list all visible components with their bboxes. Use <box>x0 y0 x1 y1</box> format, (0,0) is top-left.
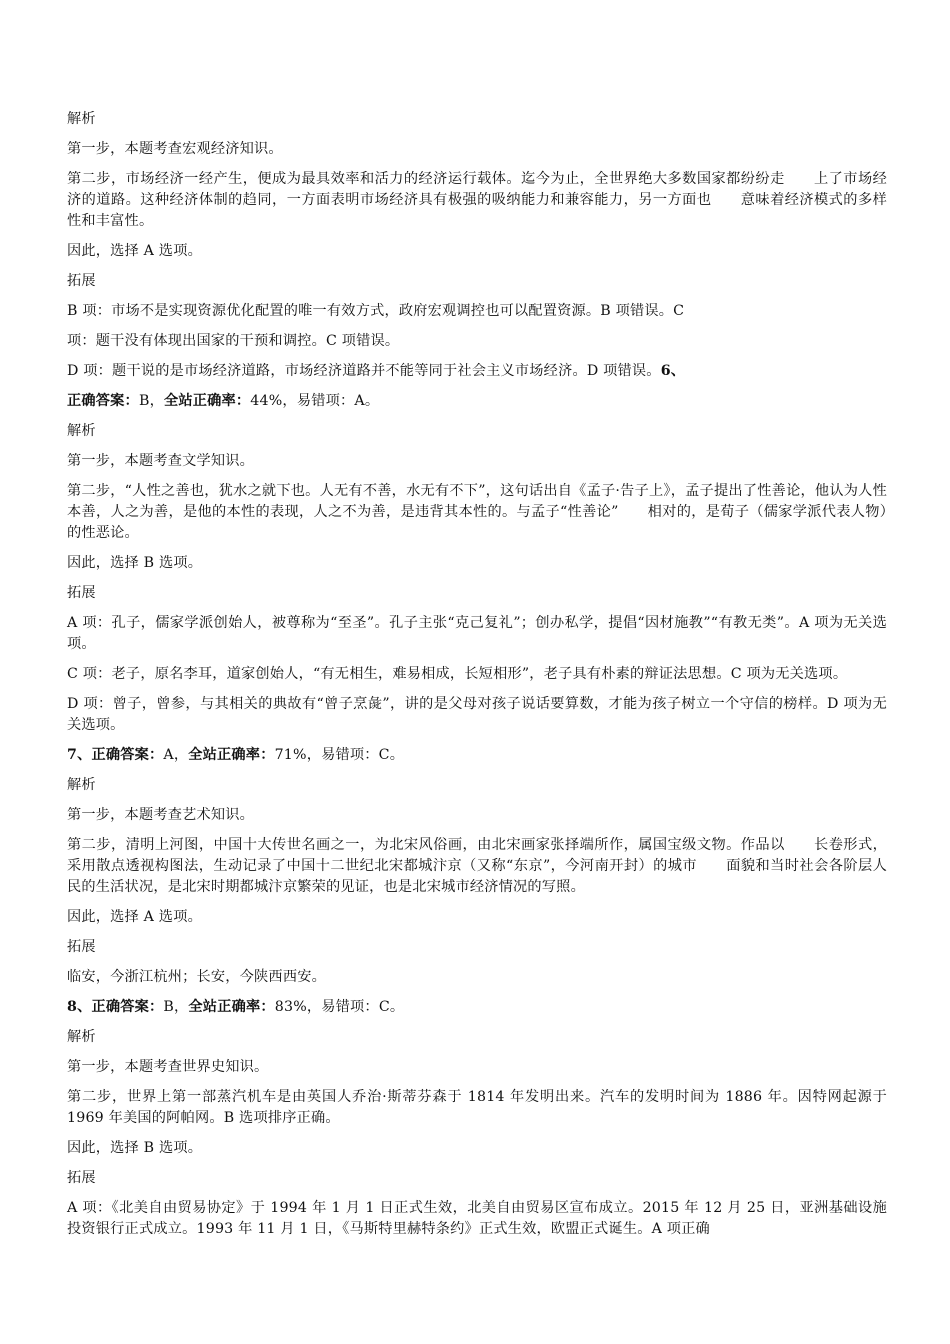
answer-line-8 <box>67 997 887 1018</box>
step-two: 第二步，清明上河图，中国十大传世名画之一，为北宋风俗画，由北宋画家张择端所作，属国宝级文物。作品以 长卷形式，采用散点透视构图法，生动记录了中国十二世纪北宋都城汴京（又称“东京”，今河南开封）的城市 面貌和当时社会各阶层人民的生活状况，是北宋时期都城汴京繁荣的见证，也是北宋城市经济情况的写照。 <box>67 837 887 895</box>
answer-label: 正确答案： <box>67 393 139 409</box>
option-d-text: D 项：题干说的是市场经济道路，市场经济道路并不能等同于社会主义市场经济。D 项错误。 <box>67 363 661 379</box>
step-two: 第二步，“人性之善也，犹水之就下也。人无有不善，水无有不下”，这句话出自《孟子·告子上》，孟子提出了性善论，他认为人性本善，人之为善，是他的本性的表现，人之不为善，是违背其本性的。与孟子“性善论” 相对的，是荀子（儒家学派代表人物）的性恶论。 <box>67 483 887 541</box>
answer-line-6 <box>67 391 887 412</box>
step-two: 第二步，世界上第一部蒸汽机车是由英国人乔治·斯蒂芬森于 1814 年发明出来。汽车的发明时间为 1886 年。因特网起源于 1969 年美国的阿帕网。B 选项排序正确。 <box>67 1089 887 1126</box>
conclusion: 因此，选择 A 选项。 <box>67 243 202 259</box>
answer-value: B， <box>138 393 164 409</box>
heading-extension: 拓展 <box>67 1170 96 1186</box>
question-number: 6、 <box>660 363 686 379</box>
accuracy-value: 83%，易错项：C。 <box>274 999 405 1015</box>
accuracy-label: 全站正确率： <box>188 747 275 763</box>
step-one: 第一步，本题考查文学知识。 <box>67 453 255 469</box>
option-c-note: C 项：老子，原名李耳，道家创始人，“有无相生，难易相成，长短相形”，老子具有朴素的辩证法思想。C 项为无关选项。 <box>67 666 848 682</box>
heading-analysis: 解析 <box>67 111 96 127</box>
option-b-note: B 项：市场不是实现资源优化配置的唯一有效方式，政府宏观调控也可以配置资源。B 项错误。C <box>67 303 685 319</box>
answer-label: 8、正确答案： <box>67 999 164 1015</box>
accuracy-value: 71%，易错项：C。 <box>274 747 405 763</box>
step-two: 第二步，市场经济一经产生，便成为最具效率和活力的经济运行载体。迄今为止，全世界绝大多数国家都纷纷走 上了市场经济的道路。这种经济体制的趋同，一方面表明市场经济具有极强的吸纳能力和兼容能力，另一方面也 意味着经济模式的多样性和丰富性。 <box>67 171 887 229</box>
heading-extension: 拓展 <box>67 585 96 601</box>
accuracy-label: 全站正确率： <box>163 393 251 409</box>
answer-value: A， <box>163 747 189 763</box>
step-one: 第一步，本题考查世界史知识。 <box>67 1059 269 1075</box>
heading-analysis: 解析 <box>67 777 96 793</box>
option-d-note <box>67 361 887 382</box>
conclusion: 因此，选择 A 选项。 <box>67 909 202 925</box>
document-page <box>67 109 887 1249</box>
option-c-note: 项：题干没有体现出国家的干预和调控。C 项错误。 <box>67 333 400 349</box>
heading-analysis: 解析 <box>67 423 96 439</box>
step-one: 第一步，本题考查宏观经济知识。 <box>67 141 283 157</box>
option-a-note: A 项：《北美自由贸易协定》于 1994 年 1 月 1 日正式生效，北美自由贸易区宣布成立。2015 年 12 月 25 日，亚洲基础设施投资银行正式成立。1993 年 11 月 1 日，《马斯特里赫特条约》正式生效，欧盟正式诞生。A 项正确 <box>67 1200 887 1237</box>
heading-analysis: 解析 <box>67 1029 96 1045</box>
heading-extension: 拓展 <box>67 939 96 955</box>
answer-label: 7、正确答案： <box>67 747 164 763</box>
accuracy-label: 全站正确率： <box>188 999 275 1015</box>
accuracy-value: 44%，易错项：A。 <box>250 393 380 409</box>
conclusion: 因此，选择 B 选项。 <box>67 1140 203 1156</box>
answer-line-7 <box>67 745 887 766</box>
heading-extension: 拓展 <box>67 273 96 289</box>
conclusion: 因此，选择 B 选项。 <box>67 555 203 571</box>
option-a-note: A 项：孔子，儒家学派创始人，被尊称为“至圣”。孔子主张“克己复礼”；创办私学，提倡“因材施教”“有教无类”。A 项为无关选项。 <box>67 615 887 652</box>
extension-note: 临安，今浙江杭州；长安，今陕西西安。 <box>67 969 326 985</box>
answer-value: B， <box>163 999 189 1015</box>
option-d-note: D 项：曾子，曾参，与其相关的典故有“曾子烹彘”，讲的是父母对孩子说话要算数，才能为孩子树立一个守信的榜样。D 项为无关选项。 <box>67 696 887 733</box>
step-one: 第一步，本题考查艺术知识。 <box>67 807 255 823</box>
